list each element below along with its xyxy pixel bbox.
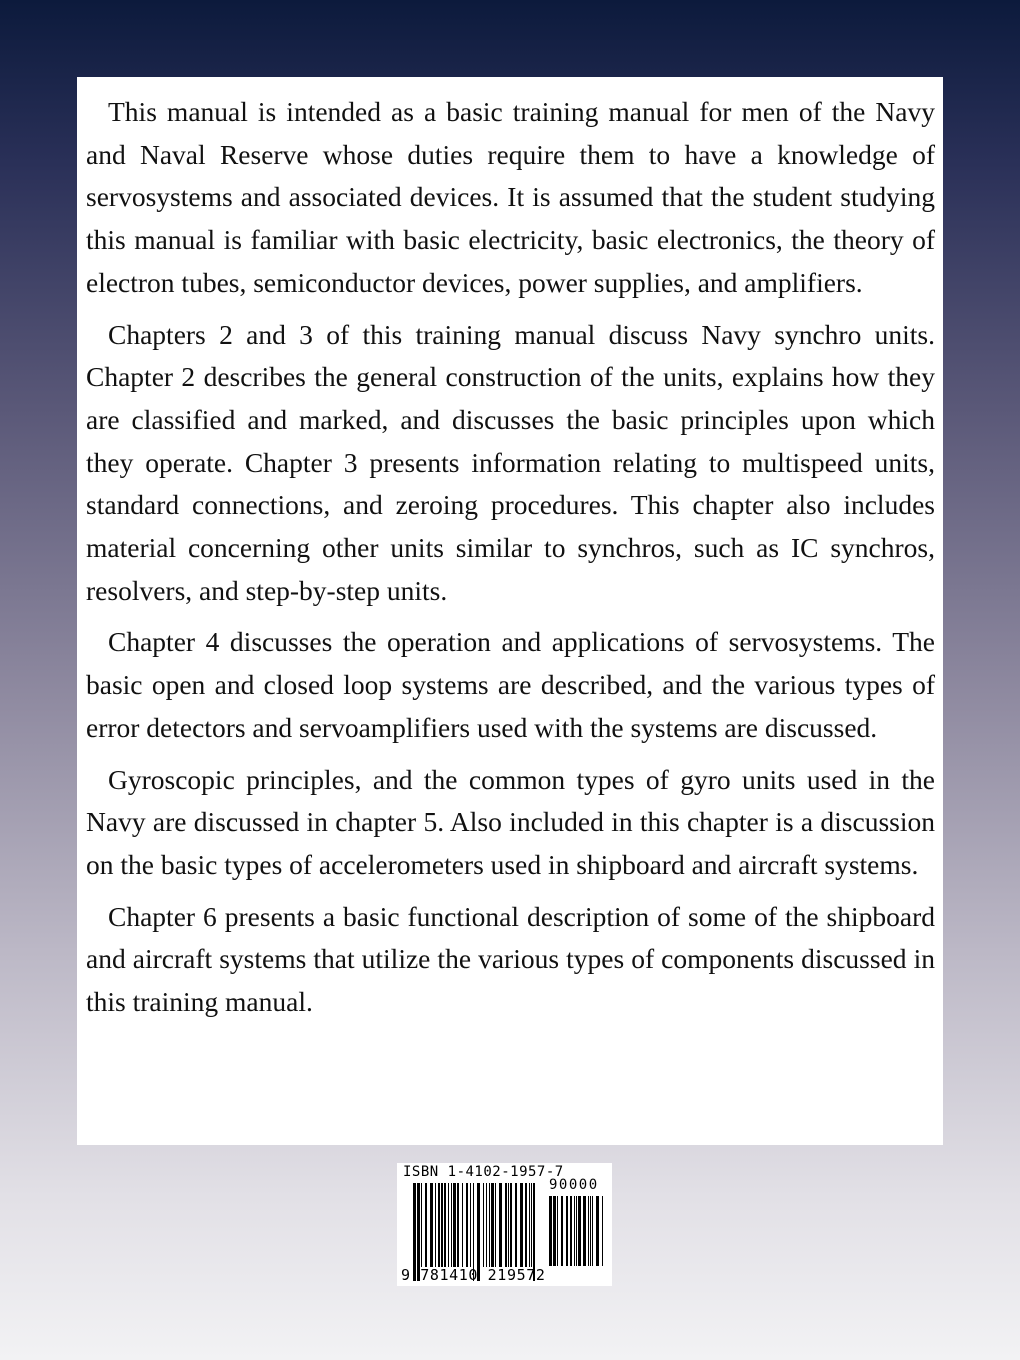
barcode-bar bbox=[453, 1183, 456, 1267]
barcode-bar bbox=[421, 1183, 422, 1267]
barcode-bar bbox=[578, 1196, 581, 1266]
barcode-bar bbox=[531, 1183, 532, 1267]
isbn-barcode bbox=[397, 1163, 612, 1286]
barcode-bar bbox=[596, 1196, 599, 1266]
barcode-bar bbox=[549, 1196, 552, 1266]
barcode-bar bbox=[462, 1183, 463, 1267]
barcode-bar bbox=[483, 1183, 484, 1267]
paragraph-chapter-4: Chapter 4 discusses the operation and applications of servosystems. The basic open and closed loop systems are described, and the various types of error detectors and servoamplifiers used with the systems are discussed. bbox=[86, 626, 935, 743]
barcode-bar bbox=[495, 1183, 496, 1267]
barcode-bar bbox=[470, 1183, 471, 1267]
barcode-bar bbox=[525, 1183, 527, 1267]
barcode-bar bbox=[602, 1196, 603, 1266]
barcode-bar bbox=[588, 1196, 589, 1266]
addon-bars bbox=[549, 1196, 607, 1266]
barcode-bar bbox=[435, 1183, 436, 1267]
paragraph-chapter-5: Gyroscopic principles, and the common types of gyro units used in the Navy are discussed in chapter 5. Also included in this chapter is a discussion on the basic types of accelerometers used in shipboard and aircraft systems. bbox=[86, 763, 935, 880]
barcode-bar bbox=[557, 1196, 558, 1266]
description-panel bbox=[77, 77, 943, 1145]
barcode-bar bbox=[430, 1183, 433, 1267]
barcode-bar bbox=[561, 1196, 563, 1266]
isbn-text: ISBN 1-4102-1957-7 bbox=[403, 1164, 564, 1180]
paragraph-chapter-6: Chapter 6 presents a basic functional description of some of the shipboard and aircraft systems that utilize the various types of components discussed in this training manual. bbox=[86, 900, 935, 1018]
barcode-bar bbox=[425, 1183, 427, 1267]
barcode-bar bbox=[444, 1183, 446, 1267]
price-code: 90000 bbox=[549, 1177, 599, 1193]
barcode-bar bbox=[583, 1196, 586, 1266]
barcode-bar bbox=[570, 1196, 572, 1266]
barcode-bar bbox=[489, 1183, 490, 1267]
barcode-bar bbox=[499, 1183, 502, 1267]
barcode-bar bbox=[592, 1196, 593, 1266]
barcode-bar bbox=[529, 1183, 530, 1267]
barcode-bar bbox=[515, 1183, 517, 1267]
barcode-bar bbox=[576, 1196, 577, 1266]
paragraph-intro: This manual is intended as a basic training manual for men of the Navy and Naval Reserve whose duties require them to have a knowledge of servosystems and associated devices. It is assumed that the student studying this manual is familiar with basic electricity, basic electronics, the theory of electron tubes, semiconductor devices, power supplies, and amplifiers. bbox=[86, 96, 935, 298]
barcode-bar bbox=[520, 1183, 523, 1267]
ean-digits: 9 781410 219572 bbox=[401, 1266, 546, 1284]
barcode-bar bbox=[491, 1183, 494, 1267]
barcode-bar bbox=[566, 1196, 568, 1266]
barcode-bar bbox=[510, 1183, 512, 1267]
barcode-bar bbox=[508, 1183, 509, 1267]
barcode-bar bbox=[448, 1183, 449, 1267]
barcode-bar bbox=[438, 1183, 440, 1267]
barcode-bar bbox=[451, 1183, 452, 1267]
barcode-bar bbox=[441, 1183, 443, 1267]
barcode-bar bbox=[486, 1183, 487, 1267]
barcode-bar bbox=[505, 1183, 507, 1267]
barcode-bar bbox=[457, 1183, 459, 1267]
barcode-bar bbox=[574, 1196, 575, 1266]
barcode-bar bbox=[466, 1183, 468, 1267]
barcode-bar bbox=[553, 1196, 556, 1266]
paragraph-chapters-2-3: Chapters 2 and 3 of this training manual discuss Navy synchro units. Chapter 2 describes the general construction of the units, explains how they are classified and marked, and discusses the basic principles upon which they operate. Chapter 3 presents information relating to multispeed units, standard connections, and zeroing procedures. This chapter also includes material concerning other units similar to synchros, such as IC synchros, resolvers, and step-by-step units. bbox=[86, 318, 935, 606]
barcode-bar bbox=[590, 1196, 591, 1266]
